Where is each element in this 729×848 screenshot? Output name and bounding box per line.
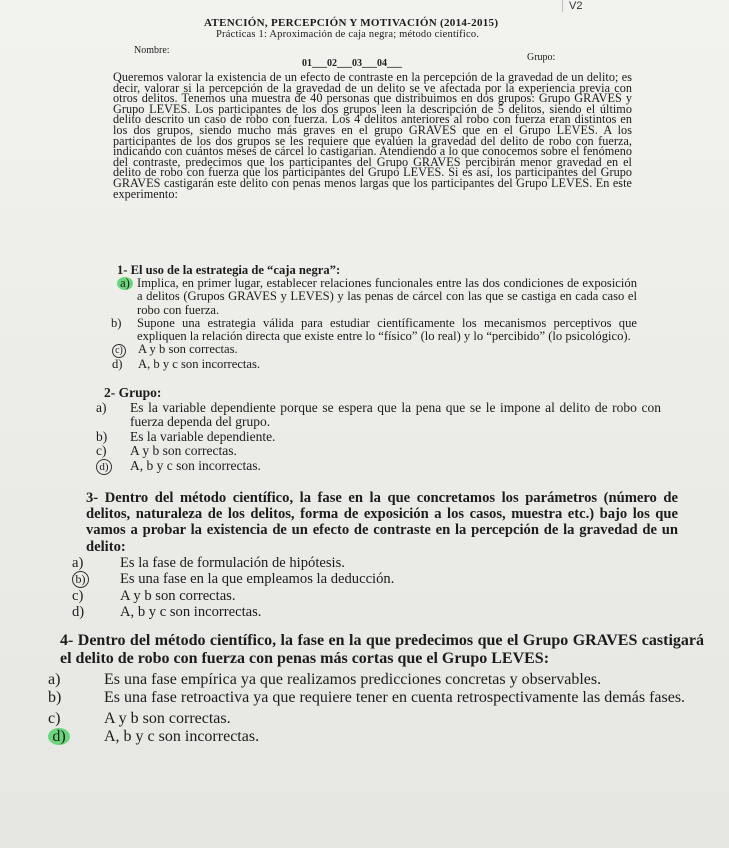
option-4c[interactable] [48, 710, 704, 728]
option-letter: a) [96, 399, 107, 415]
option-text: A y b son correctas. [120, 588, 236, 605]
option-letter: c) [96, 443, 107, 459]
option-letter: c) [72, 588, 84, 605]
option-letter [96, 459, 130, 475]
circled-mark: c) [112, 344, 126, 358]
option-4a[interactable] [48, 671, 704, 689]
option-2b[interactable] [96, 430, 661, 445]
option-4d[interactable] [48, 728, 704, 746]
question-2 [96, 386, 661, 475]
option-letter: d) [112, 357, 123, 372]
option-2c[interactable] [96, 444, 661, 459]
version-label: V2 [562, 0, 588, 12]
option-text: Es la variable dependiente. [130, 428, 276, 444]
option-text: A, b y c son incorrectas. [138, 357, 261, 372]
option-letter: b) [48, 688, 62, 706]
option-3c[interactable] [72, 588, 678, 604]
option-letter: b) [96, 428, 108, 444]
question-3 [72, 490, 678, 620]
intro-paragraph: Queremos valorar la existencia de un efecto de contraste en la percepción de la gravedad de un delito; es decir, valorar si la percepción de la gravedad de un delito se ve afectada por la experiencia previa con otros delitos. Tenemos una muestra de 40 personas que distribuimos en dos grupos: Grupo GRAVES y Grupo LEVES. Los participantes de los dos grupos leen la descripción de 5 delitos, siendo el último delito descrito un caso de robo con fuerza. Los 4 delitos anteriores al robo con fuerza eran distintos en los dos grupos, siendo mucho más graves en el grupo GRAVES que en el Grupo LEVES. A los participantes de los dos grupos se les requiere que evalúen la gravedad del delito de robo con fuerza, indicando con cuántos meses de cárcel lo castigarían. Atendiendo a lo que conocemos sobre el fenómeno del contraste, predecimos que los participantes del Grupo GRAVES percibirán menor gravedad en el delito de robo con fuerza que los participantes del Grupo LEVES. Si es así, los participantes del Grupo GRAVES castigarán este delito con penas menos largas que los participantes del Grupo LEVES. En este experimento: [113, 70, 632, 201]
option-text: A y b son correctas. [104, 710, 231, 728]
option-letter: b) [111, 315, 122, 330]
option-text: Es una fase empírica ya que realizamos predicciones concretas y observables. [104, 671, 602, 689]
option-letter: a) [48, 671, 61, 689]
option-2d[interactable] [96, 459, 661, 475]
option-text: Es una fase en la que empleamos la deducción. [120, 571, 395, 588]
page-title: ATENCIÓN, PERCEPCIÓN Y MOTIVACIÓN (2014-2015) [204, 17, 499, 29]
name-label: Nombre: [134, 45, 170, 56]
highlight-mark: a) [117, 277, 133, 290]
group-codes: 01___02___03___04___ [302, 58, 402, 69]
option-3d[interactable] [72, 604, 678, 620]
option-letter: c) [48, 710, 61, 728]
option-text: A, b y c son incorrectas. [120, 604, 262, 621]
option-3a[interactable] [72, 555, 678, 571]
question-heading: 2- Grupo: [104, 385, 162, 400]
option-text: Supone una estrategia válida para estudiar científicamente los mecanismos perceptivos que expliquen la relación directa que existe entre lo “físico” (lo real) y lo “percibido” (lo psicológico). [137, 315, 637, 344]
option-letter [48, 728, 104, 746]
question-4 [48, 632, 704, 746]
highlight-mark: d) [48, 728, 70, 745]
question-1 [111, 263, 637, 372]
page-subtitle: Prácticas 1: Aproximación de caja negra; método científico. [216, 29, 480, 40]
option-1b[interactable] [111, 317, 637, 343]
option-2a[interactable] [96, 401, 661, 430]
question-heading: 4- Dentro del método científico, la fase en la que predecimos que el Grupo GRAVES castigará el delito de robo con fuerza con penas más cortas que el Grupo LEVES: [60, 632, 704, 667]
question-heading: 1- El uso de la estrategia de “caja negra”: [117, 263, 341, 277]
option-letter [112, 343, 138, 358]
question-heading-row [72, 490, 678, 555]
option-text: A, b y c son incorrectas. [130, 457, 261, 473]
circled-mark: d) [96, 459, 112, 475]
option-text: A y b son correctas. [130, 443, 237, 459]
option-text: Es la variable dependiente porque se espera que la pena que se le impone al delito de robo con fuerza dependa del grupo. [130, 399, 661, 430]
option-letter [117, 277, 137, 317]
group-label: Grupo: [527, 52, 556, 63]
question-heading: 3- Dentro del método científico, la fase en la que concretamos los parámetros (número de delitos, naturaleza de los delitos, forma de exposición a los casos, muestra etc.) bajo los que vamos a probar la existencia de un efecto de contraste en la percepción de la gravedad de un delito: [86, 490, 678, 555]
option-text: Implica, en primer lugar, establecer relaciones funcionales entre las dos condiciones de exposición a delitos (Grupos GRAVES y LEVES) y las penas de cárcel con las que se castiga en cada caso el robo con fuerza. [137, 276, 637, 317]
option-3b[interactable] [72, 571, 678, 588]
option-letter: d) [72, 604, 85, 621]
option-1d[interactable] [112, 358, 637, 371]
option-text: A y b son correctas. [138, 342, 238, 357]
circled-mark: b) [72, 571, 89, 588]
option-text: Es la fase de formulación de hipótesis. [120, 554, 345, 571]
option-4b[interactable] [48, 689, 704, 707]
option-letter [72, 571, 120, 588]
option-text: Es una fase retroactiva ya que requiere tener en cuenta retrospectivamente las demás fases. [104, 688, 686, 706]
question-heading-row [48, 632, 704, 667]
option-text: A, b y c son incorrectas. [104, 727, 260, 745]
option-1a[interactable] [117, 277, 637, 317]
option-1c[interactable] [112, 343, 637, 358]
option-letter: a) [72, 554, 84, 571]
